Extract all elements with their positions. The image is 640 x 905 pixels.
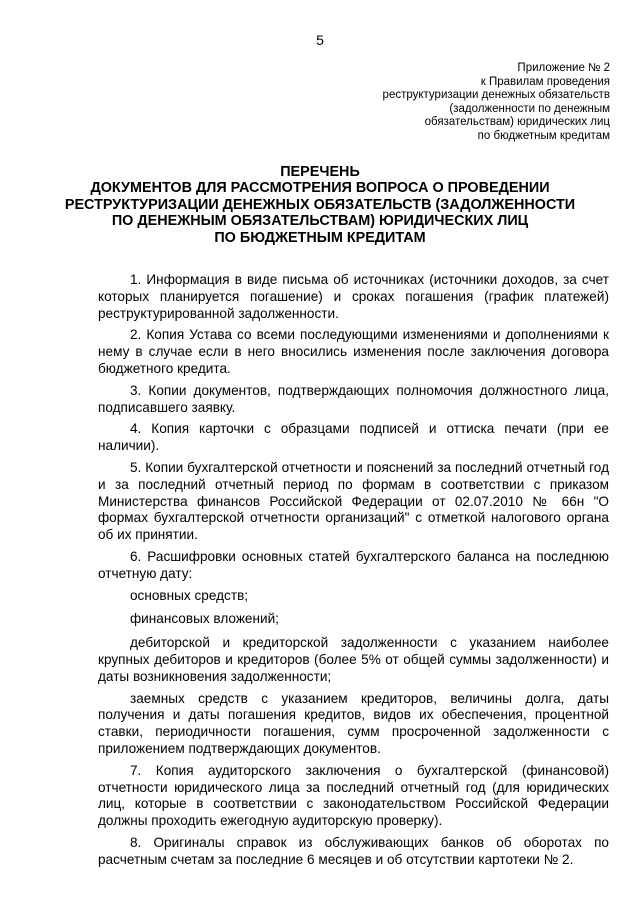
title-line: ДОКУМЕНТОВ ДЛЯ РАССМОТРЕНИЯ ВОПРОСА О ПРОВЕДЕНИИ (90, 180, 550, 197)
appendix-header (383, 62, 610, 144)
document-body (98, 272, 609, 874)
list-item-3: 3. Копии документов, подтверждающих полномочия должностного лица, подписавшего заявку. (98, 382, 609, 415)
appendix-line: по бюджетным кредитам (477, 129, 610, 142)
list-item-6: 6. Расшифровки основных статей бухгалтерского баланса на последнюю отчетную дату: (98, 548, 609, 581)
appendix-line: Приложение № 2 (517, 62, 610, 74)
document-title (0, 164, 640, 246)
list-item-1: 1. Информация в виде письма об источниках (источники доходов, за счет которых планируется погашение) и сроках погашения (график платежей) реструктурированной задолженности. (98, 272, 609, 321)
list-item-4: 4. Копия карточки с образцами подписей и оттиска печати (при ее наличии). (98, 421, 609, 454)
title-line: РЕСТРУКТУРИЗАЦИИ ДЕНЕЖНЫХ ОБЯЗАТЕЛЬСТВ (ЗАДОЛЖЕННОСТИ (64, 196, 576, 213)
sub-item-financial-investments: финансовых вложений; (130, 611, 279, 627)
list-item-2: 2. Копия Устава со всеми последующими изменениями и дополнениями к нему в случае если в него вносились изменения после заключения договора бюджетного кредита. (98, 327, 609, 376)
page-number: 5 (316, 32, 324, 48)
list-item-5: 5. Копии бухгалтерской отчетности и пояснений за последний отчетный год и за последний отчетный период по формам в соответствии с приказом Министерства финансов Российской Федерации от 02.07.2010 № 66н "О формах бухгалтерской отчетности организаций" с отметкой налогового органа об их принятии. (98, 459, 609, 543)
list-item-7: 7. Копия аудиторского заключения о бухгалтерской (финансовой) отчетности юридического лица за последний отчетный год (для юридических лиц, которые в соответствии с законодательством Российской Федерации должны проходить ежегодную аудиторскую проверку). (98, 762, 609, 829)
appendix-line: к Правилам проведения (480, 75, 610, 88)
title-line: ПЕРЕЧЕНЬ (280, 164, 360, 180)
list-item-8: 8. Оригиналы справок из обслуживающих банков об оборотах по расчетным счетам за последние 6 месяцев и об отсутствии картотеки № 2. (98, 834, 609, 867)
appendix-line: реструктуризации денежных обязательств (382, 89, 610, 102)
appendix-line: обязательствам) юридических лиц (424, 116, 610, 129)
title-line: ПО БЮДЖЕТНЫМ КРЕДИТАМ (214, 229, 426, 246)
title-line: ПО ДЕНЕЖНЫМ ОБЯЗАТЕЛЬСТВАМ) ЮРИДИЧЕСКИХ ЛИЦ (111, 213, 529, 230)
sub-item-fixed-assets: основных средств; (130, 587, 249, 603)
sub-item-receivables-payables: дебиторской и кредиторской задолженности с указанием наиболее крупных дебиторов и кредиторов (более 5% от общей суммы задолженности) и даты возникновения задолженности; (98, 635, 609, 684)
sub-item-borrowed-funds: заемных средств с указанием кредиторов, величины долга, даты получения и даты погашения кредитов, видов их обеспечения, процентной ставки, периодичности погашения, сумм просроченной задолженности с приложением подтверждающих документов. (98, 690, 609, 756)
appendix-line: (задолженности по денежным (449, 102, 610, 115)
